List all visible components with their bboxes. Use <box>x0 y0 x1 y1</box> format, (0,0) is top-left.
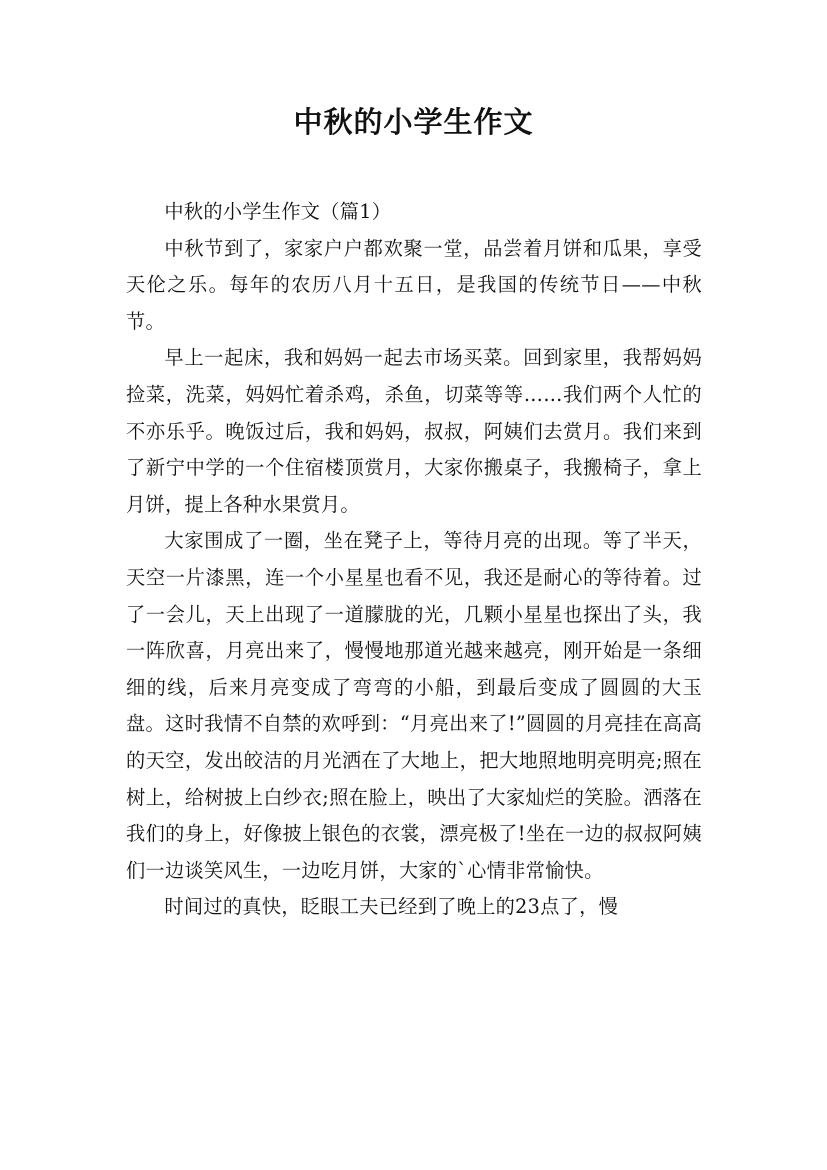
section-heading: 中秋的小学生作文（篇1） <box>164 200 392 223</box>
paragraph-1: 中秋节到了，家家户户都欢聚一堂，品尝着月饼和瓜果，享受天伦之乐。每年的农历八月十五日，是我国的传统节日——中秋节。 <box>126 236 702 333</box>
document-title: 中秋的小学生作文 <box>293 105 534 139</box>
paragraph-4: 时间过的真快，眨眼工夫已经到了晚上的23点了，慢 <box>164 895 619 919</box>
paragraph-2: 早上一起床，我和妈妈一起去市场买菜。回到家里，我帮妈妈捡菜，洗菜，妈妈忙着杀鸡，杀鱼，切菜等等……我们两个人忙的不亦乐乎。晚饭过后，我和妈妈，叔叔，阿姨们去赏月。我们来到了新宁中学的一个住宿楼顶赏月，大家你搬桌子，我搬椅子，拿上月饼，提上各种水果赏月。 <box>126 346 702 516</box>
document-body <box>126 194 702 926</box>
paragraph-3: 大家围成了一圈，坐在凳子上，等待月亮的出现。等了半天，天空一片漆黑，连一个小星星也看不见，我还是耐心的等待着。过了一会儿，天上出现了一道朦胧的光，几颗小星星也探出了头，我一阵欣喜，月亮出来了，慢慢地那道光越来越亮，刚开始是一条细细的线，后来月亮变成了弯弯的小船，到最后变成了圆圆的大玉盘。这时我情不自禁的欢呼到：“月亮出来了!”圆圆的月亮挂在高高的天空，发出皎洁的月光洒在了大地上，把大地照地明亮明亮;照在树上，给树披上白纱衣;照在脸上，映出了大家灿烂的笑脸。洒落在我们的身上，好像披上银色的衣裳，漂亮极了!坐在一边的叔叔阿姨们一边谈笑风生，一边吃月饼，大家的`心情非常愉快。 <box>126 529 702 882</box>
